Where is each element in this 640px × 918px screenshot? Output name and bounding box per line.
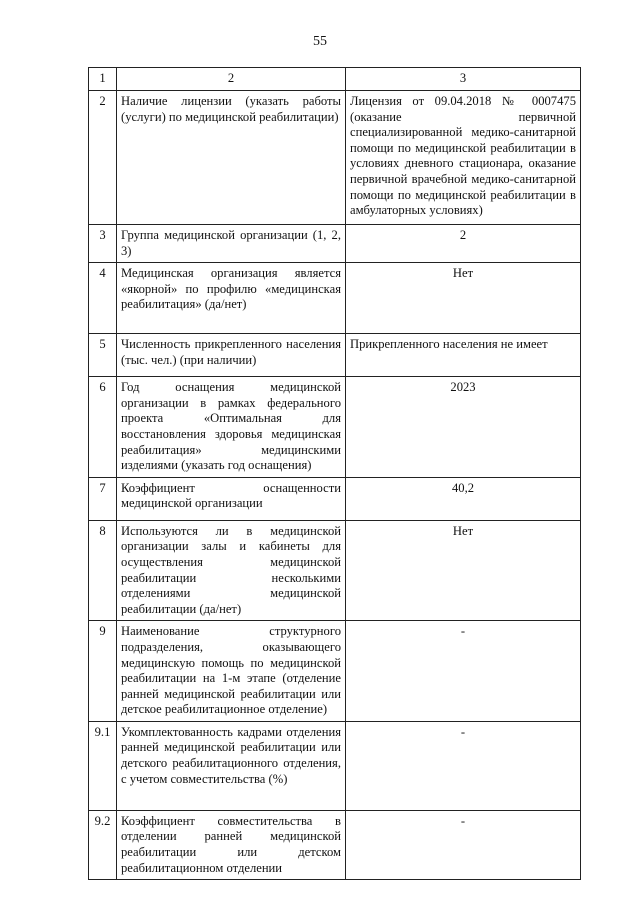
table-row bbox=[89, 334, 581, 377]
table-row bbox=[89, 263, 581, 334]
row-value: Нет bbox=[346, 520, 581, 621]
row-number: 8 bbox=[89, 520, 117, 621]
row-value: Прикрепленного населения не имеет bbox=[346, 334, 581, 377]
row-description: Коэффициент совместительства в отделении ранней медицинской реабилитации или детском реабилитационном отделении bbox=[117, 810, 346, 879]
header-col-2: 2 bbox=[117, 68, 346, 91]
row-description: Численность прикрепленного населения (тыс. чел.) (при наличии) bbox=[117, 334, 346, 377]
row-description: Коэффициент оснащенности медицинской организации bbox=[117, 477, 346, 520]
row-value: Лицензия от 09.04.2018 № 0007475 (оказание первичной специализированной медико-санитарной помощи по медицинской реабилитации в условиях дневного стационара, оказание первичной врачебной медико-санитарной помощи по медицинской реабилитации в амбулаторных условиях) bbox=[346, 91, 581, 225]
page-number: 55 bbox=[313, 34, 327, 49]
row-value: 2 bbox=[346, 225, 581, 263]
row-description: Группа медицинской организации (1, 2, 3) bbox=[117, 225, 346, 263]
row-description: Используются ли в медицинской организации залы и кабинеты для осуществления медицинской реабилитации несколькими отделениями медицинской реабилитации (да/нет) bbox=[117, 520, 346, 621]
table-row bbox=[89, 91, 581, 225]
table-header-row bbox=[89, 68, 581, 91]
row-number: 9.1 bbox=[89, 721, 117, 810]
row-number: 5 bbox=[89, 334, 117, 377]
header-col-1: 1 bbox=[89, 68, 117, 91]
row-number: 3 bbox=[89, 225, 117, 263]
row-number: 7 bbox=[89, 477, 117, 520]
row-value: Нет bbox=[346, 263, 581, 334]
table-row bbox=[89, 810, 581, 879]
table-row bbox=[89, 377, 581, 478]
row-number: 9 bbox=[89, 621, 117, 722]
table-row bbox=[89, 477, 581, 520]
row-description: Год оснащения медицинской организации в рамках федерального проекта «Оптимальная для восстановления здоровья медицинская реабилитация» медицинскими изделиями (указать год оснащения) bbox=[117, 377, 346, 478]
row-value: - bbox=[346, 621, 581, 722]
table-row bbox=[89, 621, 581, 722]
row-number: 4 bbox=[89, 263, 117, 334]
table-row bbox=[89, 721, 581, 810]
row-value: - bbox=[346, 810, 581, 879]
header-col-3: 3 bbox=[346, 68, 581, 91]
table-row bbox=[89, 520, 581, 621]
row-description: Укомплектованность кадрами отделения ранней медицинской реабилитации или детского реабилитационного отделения, с учетом совместительства (%) bbox=[117, 721, 346, 810]
row-value: 2023 bbox=[346, 377, 581, 478]
row-description: Медицинская организация является «якорной» по профилю «медицинская реабилитация» (да/нет) bbox=[117, 263, 346, 334]
row-value: - bbox=[346, 721, 581, 810]
row-description: Наименование структурного подразделения, оказывающего медицинскую помощь по медицинской реабилитации на 1-м этапе (отделение ранней медицинской реабилитации или детское реабилитационное отделение) bbox=[117, 621, 346, 722]
row-number: 9.2 bbox=[89, 810, 117, 879]
row-number: 6 bbox=[89, 377, 117, 478]
row-number: 2 bbox=[89, 91, 117, 225]
table-row bbox=[89, 225, 581, 263]
row-value: 40,2 bbox=[346, 477, 581, 520]
row-description: Наличие лицензии (указать работы (услуги) по медицинской реабилитации) bbox=[117, 91, 346, 225]
data-table bbox=[88, 67, 581, 880]
